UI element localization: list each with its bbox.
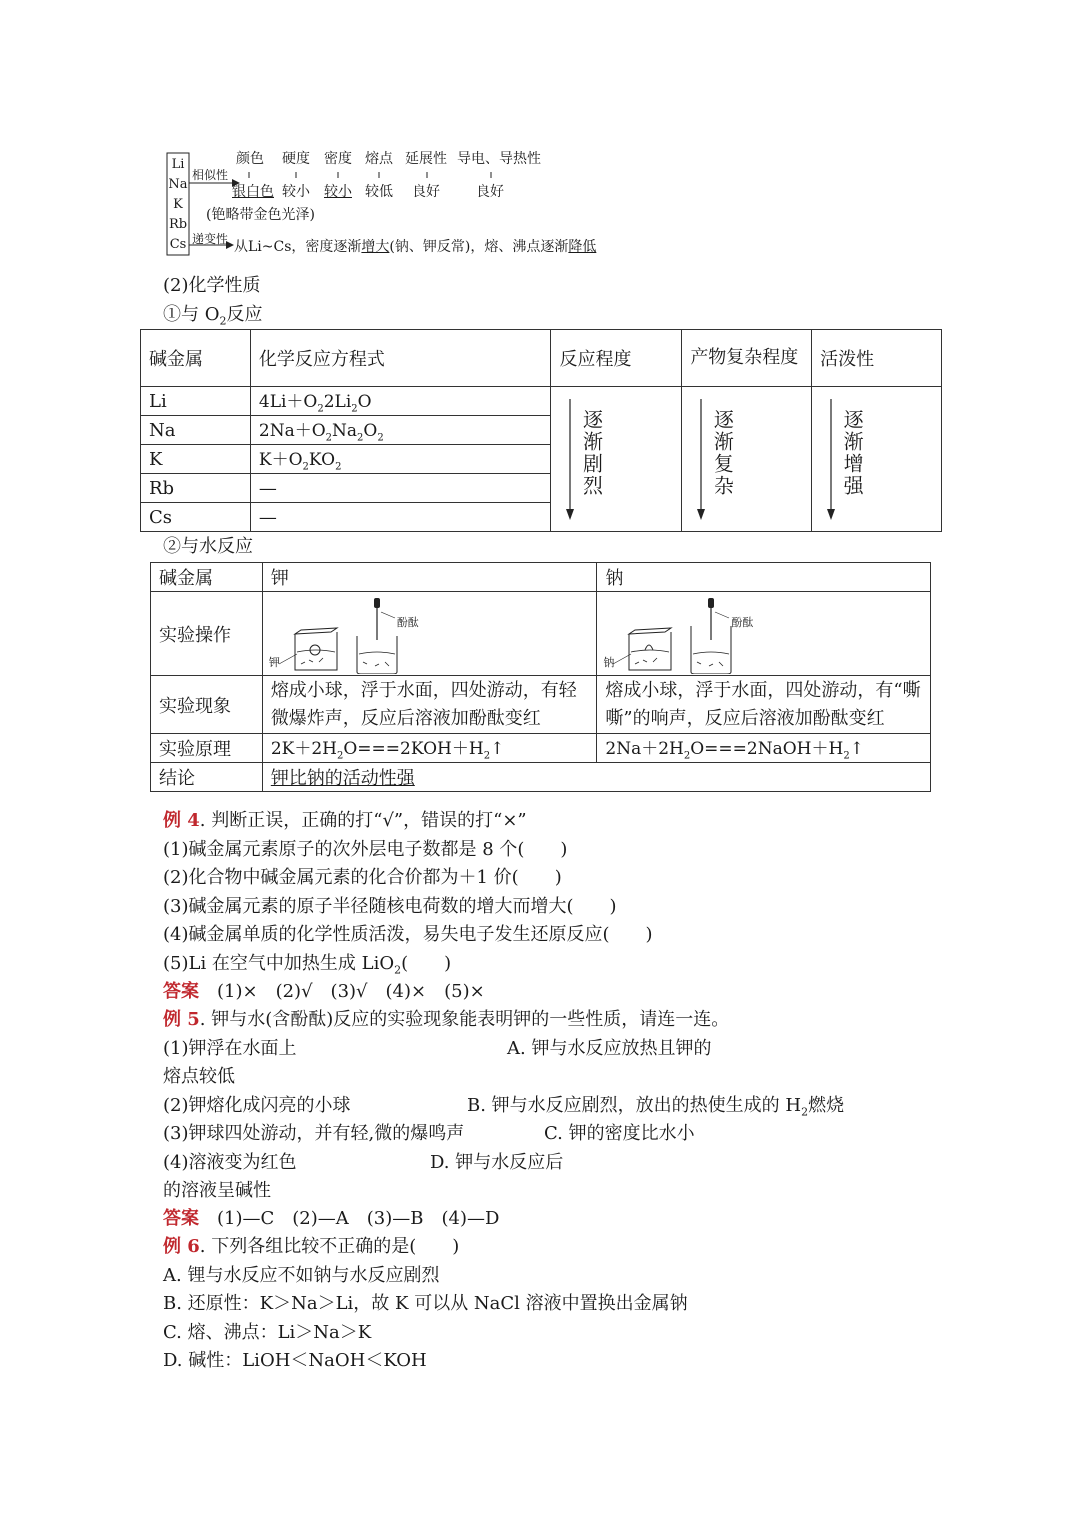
na-metal-label: 钠 — [603, 656, 615, 669]
o2-trend-degree-cell — [551, 387, 682, 532]
o2-row-metal: Cs — [141, 503, 251, 532]
na-phenol-label: 酚酞 — [731, 616, 754, 629]
ex5-answer — [163, 1207, 499, 1231]
ex5-left-3: (3)钾球四处游动，并有轻,微的爆鸣声 — [163, 1123, 465, 1144]
o2-title-pre: ①与 O — [163, 304, 220, 325]
o2-trend-complex-cell — [682, 387, 812, 532]
water-table — [150, 562, 931, 792]
trend-u1: 增大 — [361, 239, 390, 255]
na-equation: $2Na+2H_2O===2NaOH+H_2↑$ — [597, 734, 931, 763]
ex6-option-c: C. 熔、沸点：Li＞Na＞K — [163, 1322, 372, 1343]
ex5-right-a: A. 钾与水反应放热且钾的 — [507, 1038, 712, 1059]
ex5-right-a-cont: 熔点较低 — [163, 1066, 235, 1087]
ex5-stem-text: . 钾与水(含酚酞)反应的实验现象能表明钾的一些性质，请连一连。 — [199, 1009, 730, 1030]
o2-trend-complex: 逐渐复杂 — [710, 409, 735, 497]
ex5-right-b: B. 钾与水反应剧烈，放出的热使生成的 $H_2$燃烧 — [467, 1095, 845, 1119]
properties-diagram — [160, 145, 600, 260]
down-arrow-icon — [696, 399, 706, 521]
ex6-label: 例 6 — [163, 1236, 200, 1257]
prop-color: 颜色 — [236, 151, 264, 167]
ex4-stem — [163, 809, 527, 833]
o2-row-metal: Na — [141, 416, 251, 445]
section2-title: (2)化学性质 — [163, 275, 261, 296]
ex5-label: 例 5 — [163, 1009, 200, 1030]
o2-table — [140, 329, 942, 532]
water-label-conclusion: 结论 — [151, 763, 263, 792]
water-conclusion: 钾比钠的活动性强 — [262, 763, 930, 792]
o2-row-metal: K — [141, 445, 251, 474]
ex4-item-5: (5)Li 在空气中加热生成 LiO$_2$( ) — [163, 953, 452, 977]
down-arrow-icon — [565, 399, 575, 521]
k-metal-label: 钾 — [268, 656, 280, 669]
water-label-principle: 实验原理 — [151, 734, 263, 763]
water-col-k: 钾 — [262, 563, 597, 592]
na-phenomenon: 熔成小球，浮于水面，四处游动，有“嘶嘶”的响声，反应后溶液加酚酞变红 — [597, 676, 931, 734]
metal-k: K — [173, 197, 183, 212]
o2-trend-activity-cell — [812, 387, 942, 532]
ex5-right-d: D. 钾与水反应后 — [430, 1152, 564, 1173]
metal-cs: Cs — [169, 237, 187, 252]
prop-density: 密度 — [324, 151, 352, 167]
k-apparatus-illustration — [268, 596, 431, 674]
trend-text-1: 从Li~Cs，密度逐渐 — [234, 239, 362, 255]
o2-row-equation: $4Li+O_22Li_2O$ — [250, 387, 551, 416]
ex5-right-d-cont: 的溶液呈碱性 — [163, 1180, 271, 1201]
ex5-left-1: (1)钾浮在水面上 — [163, 1038, 297, 1059]
na-apparatus-illustration — [605, 596, 765, 674]
prop-conductivity: 导电、导热性 — [457, 151, 541, 167]
ex6-stem — [163, 1235, 459, 1259]
o2-header-complexity: 产物复杂程度 — [682, 330, 812, 387]
water-label-phenomenon: 实验现象 — [151, 676, 263, 734]
o2-header-equation: 化学反应方程式 — [250, 330, 551, 387]
ex4-label: 例 4 — [163, 810, 200, 831]
water-col-na: 钠 — [597, 563, 931, 592]
k-equation: $2K+2H_2O===2KOH+H_2↑$ — [262, 734, 597, 763]
trend-label: 递变性 — [192, 232, 229, 246]
val-conductivity: 良好 — [476, 184, 504, 200]
k-phenomenon: 熔成小球，浮于水面，四处游动，有轻微爆炸声，反应后溶液加酚酞变红 — [262, 676, 597, 734]
ex4-item-2: (2)化合物中碱金属元素的化合价都为＋1 价( ) — [163, 867, 562, 888]
ex4-answer — [163, 980, 485, 1004]
o2-header-activity: 活泼性 — [812, 330, 942, 387]
o2-row-equation: — — [250, 503, 551, 532]
o2-row-metal: Li — [141, 387, 251, 416]
water-label-metal: 碱金属 — [151, 563, 263, 592]
ex5-answer-text: (1)—C (2)—A (3)—B (4)—D — [217, 1208, 500, 1229]
prop-hardness: 硬度 — [282, 151, 310, 167]
ex4-answer-label: 答案 — [163, 981, 199, 1002]
ex5-answer-label: 答案 — [163, 1208, 199, 1229]
ex6-option-a: A. 锂与水反应不如钠与水反应剧烈 — [163, 1265, 440, 1286]
water-title: ②与水反应 — [163, 536, 253, 557]
ex4-answer-text: (1)× (2)√ (3)√ (4)× (5)× — [217, 981, 485, 1002]
metal-na: Na — [168, 177, 188, 192]
val-density: 较小 — [324, 184, 352, 200]
val-ductility: 良好 — [412, 184, 440, 200]
similarity-label: 相似性 — [192, 168, 229, 182]
k-phenol-label: 酚酞 — [396, 616, 419, 629]
o2-title-post: 反应 — [226, 304, 263, 325]
cesium-note: (铯略带金色光泽) — [206, 207, 315, 223]
ex4-item-3: (3)碱金属元素的原子半径随核电荷数的增大而增大( ) — [163, 896, 617, 917]
o2-trend-degree: 逐渐剧烈 — [579, 409, 604, 497]
o2-trend-activity: 逐渐增强 — [840, 409, 865, 497]
ex5-right-c: C. 钾的密度比水小 — [544, 1123, 695, 1144]
o2-row-metal: Rb — [141, 474, 251, 503]
ex5-left-2: (2)钾熔化成闪亮的小球 — [163, 1095, 351, 1116]
val-melting: 较低 — [365, 184, 393, 200]
ex6-stem-text: . 下列各组比较不正确的是( ) — [199, 1236, 460, 1257]
trend-line — [234, 235, 596, 259]
trend-u2: 降低 — [568, 239, 597, 255]
val-color: 银白色 — [232, 184, 274, 200]
prop-ductility: 延展性 — [405, 151, 447, 167]
ex4-item-1: (1)碱金属元素原子的次外层电子数都是 8 个( ) — [163, 839, 568, 860]
trend-text-2: (钠、钾反常)，熔、沸点逐渐 — [389, 239, 569, 255]
down-arrow-icon — [826, 399, 836, 521]
na-experiment-cell — [597, 592, 931, 676]
ex4-item-4: (4)碱金属单质的化学性质活泼，易失电子发生还原反应( ) — [163, 924, 653, 945]
water-label-operation: 实验操作 — [151, 592, 263, 676]
o2-row-equation: — — [250, 474, 551, 503]
metal-rb: Rb — [168, 217, 188, 232]
o2-header-degree: 反应程度 — [551, 330, 682, 387]
ex5-left-4: (4)溶液变为红色 — [163, 1152, 297, 1173]
o2-row-equation: $2Na+O_2Na_2O_2$ — [250, 416, 551, 445]
metal-li: Li — [171, 157, 185, 172]
k-experiment-cell — [262, 592, 597, 676]
ex5-stem — [163, 1008, 729, 1032]
ex6-option-b: B. 还原性：K＞Na＞Li，故 K 可以从 NaCl 溶液中置换出金属钠 — [163, 1293, 688, 1314]
o2-header-metal: 碱金属 — [141, 330, 251, 387]
val-hardness: 较小 — [282, 184, 310, 200]
o2-row-equation: $K+O_2KO_2$ — [250, 445, 551, 474]
o2-title-sub: 2 — [219, 314, 227, 328]
prop-melting: 熔点 — [365, 151, 393, 167]
metal-list — [168, 155, 188, 255]
ex6-option-d: D. 碱性：LiOH＜NaOH＜KOH — [163, 1350, 427, 1371]
ex4-stem-text: . 判断正误，正确的打“√”，错误的打“×” — [199, 810, 527, 831]
